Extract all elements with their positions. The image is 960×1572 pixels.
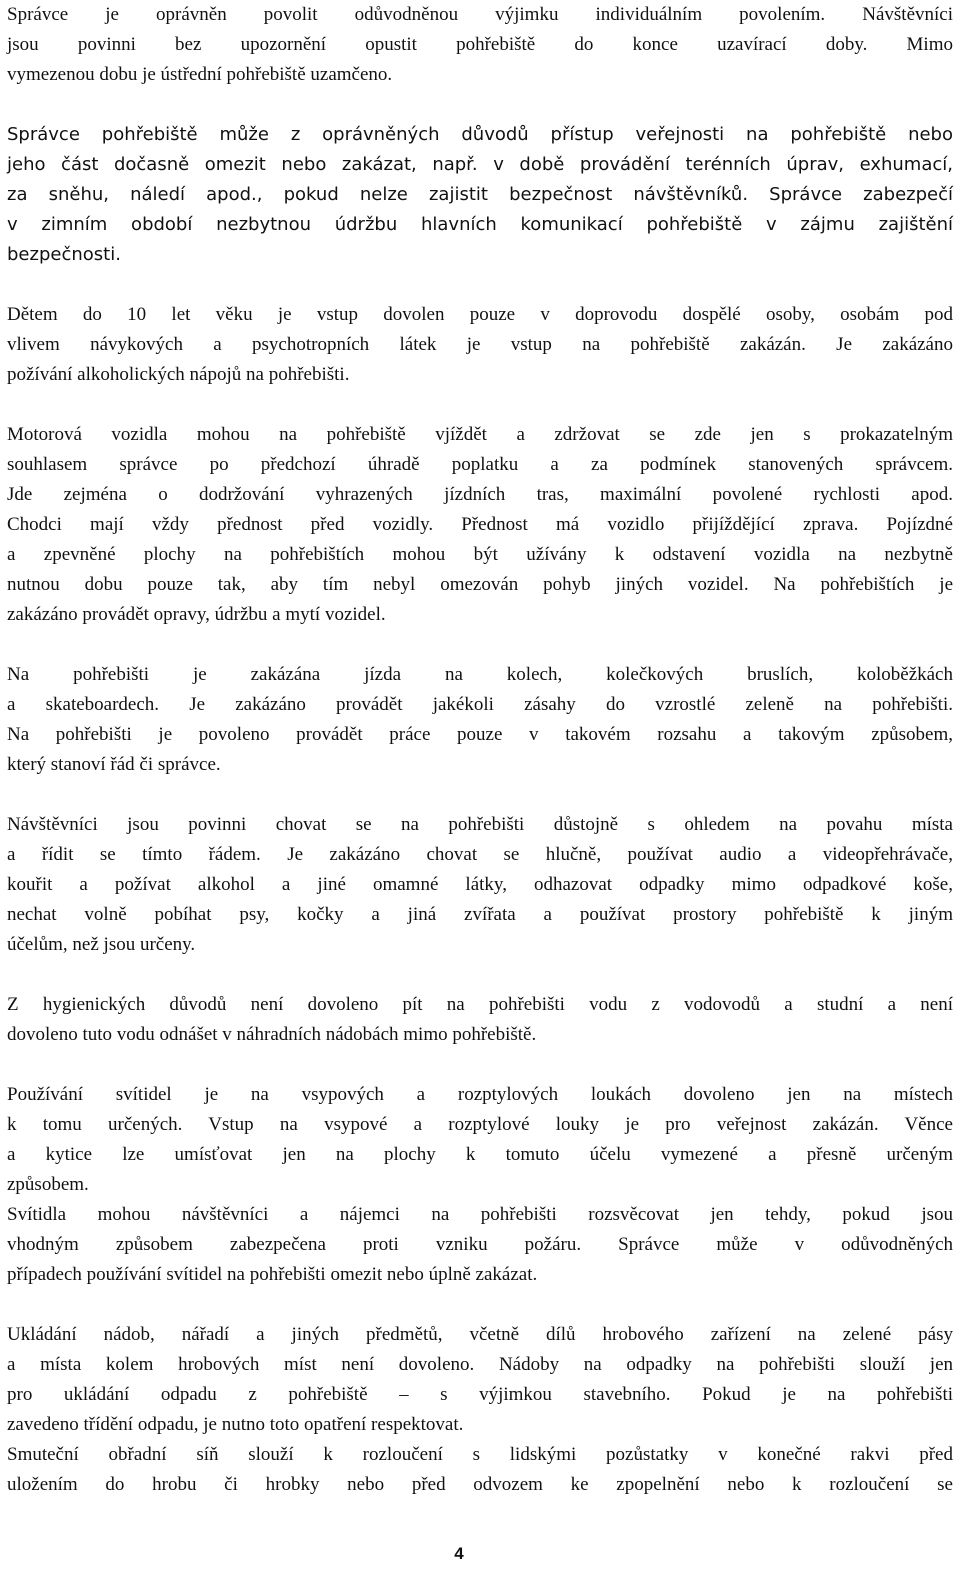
paragraph [7,990,953,1050]
text-run: vhodným způsobem zabezpečena proti vzniku požáru. Správce může v odůvodněných [7,1234,953,1255]
text-run: a skateboardech. Je zakázáno provádět jakékoli zásahy do vzrostlé zeleně na pohřebišti. [7,694,953,715]
text-run: účelům, než jsou určeny. [7,934,196,955]
text-line [7,570,953,600]
text-line [7,1440,953,1470]
paragraph [7,660,953,780]
paragraph-gap [7,1290,953,1320]
text-line [7,1200,953,1230]
text-run: v době provádění terénních úprav, exhumací, [493,154,953,175]
text-line [7,1080,953,1110]
text-run: Z hygienických důvodů není dovoleno pít na pohřebišti vodu z vodovodů a studní a není [7,994,953,1015]
text-line [7,600,953,630]
text-run: kouřit a požívat alkohol a jiné omamné látky, odhazovat odpadky mimo odpadkové koše, [7,874,953,895]
text-run: uložením do hrobu či hrobky nebo před odvozem ke zpopelnění nebo k rozloučení se [7,1474,953,1495]
paragraph [7,120,953,270]
text-run: v zimním období nezbytnou údržbu hlavních komunikací pohřebiště v zájmu zajištění [7,214,953,235]
paragraph [7,420,953,630]
text-run: za sněhu, náledí apod., pokud nelze zajistit bezpečnost návštěvníků. [7,184,770,205]
text-run: pro ukládání odpadu z pohřebiště – s výjimkou stavebního. Pokud je na pohřebišti [7,1384,953,1405]
text-line [7,1350,953,1380]
text-line [7,870,953,900]
text-run: bezpečnosti. [7,244,121,265]
page-number: 4 [454,1544,464,1563]
text-line [7,360,953,390]
text-line [7,1110,953,1140]
text-line [7,1320,953,1350]
text-line [7,0,953,30]
text-run: a zpevněné plochy na pohřebištích mohou být užívány k odstavení vozidla na nezbytně [7,544,953,565]
text-line [7,480,953,510]
text-line [7,240,953,270]
text-line [7,120,953,150]
text-line [7,1380,953,1410]
text-run: jsou povinni bez upozornění opustit pohřebiště do konce uzavírací doby. Mimo [7,34,953,55]
text-run: a řídit se tímto řádem. Je zakázáno chovat se hlučně, používat audio a videopřehrávače, [7,844,953,865]
paragraph-gap [7,780,953,810]
text-line [7,1170,953,1200]
paragraph-gap [7,630,953,660]
paragraph-gap [7,1050,953,1080]
text-run: Správce je oprávněn povolit odůvodněnou výjimku individuálním povolením. Návštěvníci [7,4,953,25]
text-run: Dětem do 10 let věku je vstup dovolen pouze v doprovodu dospělé osoby, osobám pod [7,304,953,325]
text-run: nutnou dobu pouze tak, aby tím nebyl omezován pohyb jiných vozidel. Na pohřebištích je [7,574,953,595]
text-line [7,900,953,930]
text-run: Správce zabezpečí [769,184,953,205]
text-line [7,810,953,840]
text-run: způsobem. [7,1174,89,1195]
text-line [7,1260,953,1290]
text-run: Motorová vozidla mohou na pohřebiště vjíždět a zdržovat se zde jen s prokazatelným [7,424,953,445]
text-line [7,330,953,360]
document-body [7,0,953,1500]
text-run: a místa kolem hrobových míst není dovoleno. Nádoby na odpadky na pohřebišti slouží jen [7,1354,953,1375]
text-line [7,180,953,210]
text-run: Chodci mají vždy přednost před vozidly. Přednost má vozidlo přijíždějící zprava. Pojízdné [7,514,953,535]
text-line [7,990,953,1020]
text-run: Správce pohřebiště může z oprávněných důvodů přístup veřejnosti na pohřebiště nebo [7,124,953,145]
text-run: požívání alkoholických nápojů na pohřebišti. [7,364,350,385]
text-line [7,930,953,960]
text-line [7,720,953,750]
text-line [7,840,953,870]
text-line [7,510,953,540]
text-line [7,1470,953,1500]
paragraph-gap [7,390,953,420]
paragraph-gap [7,90,953,120]
text-run: Používání svítidel je na vsypových a rozptylových loukách dovoleno jen na místech [7,1084,953,1105]
paragraph-list [7,0,953,1500]
text-run: Na pohřebišti je povoleno provádět práce pouze v takovém rozsahu a takovým způsobem, [7,724,953,745]
text-run: případech používání svítidel na pohřebišti omezit nebo úplně zakázat. [7,1264,538,1285]
paragraph [7,810,953,960]
text-run: Svítidla mohou návštěvníci a nájemci na pohřebišti rozsvěcovat jen tehdy, pokud jsou [7,1204,953,1225]
text-run: nechat volně pobíhat psy, kočky a jiná zvířata a používat prostory pohřebiště k jiným [7,904,953,925]
text-line [7,1140,953,1170]
text-line [7,60,953,90]
text-line [7,420,953,450]
text-line [7,540,953,570]
text-run: zakázáno provádět opravy, údržbu a mytí vozidel. [7,604,386,625]
paragraph [7,300,953,390]
text-line [7,750,953,780]
text-line [7,1410,953,1440]
text-run: Jde zejména o dodržování vyhrazených jízdních tras, maximální povolené rychlosti apod. [7,484,953,505]
text-line [7,1020,953,1050]
text-line [7,150,953,180]
text-run: Ukládání nádob, nářadí a jiných předmětů, včetně dílů hrobového zařízení na zelené pásy [7,1324,953,1345]
paragraph [7,0,953,90]
text-run: který stanoví řád či správce. [7,754,221,775]
text-run: a kytice lze umísťovat jen na plochy k tomuto účelu vymezené a přesně určeným [7,1144,953,1165]
paragraph [7,1320,953,1500]
text-line [7,450,953,480]
text-line [7,300,953,330]
text-run: Smuteční obřadní síň slouží k rozloučení s lidskými pozůstatky v konečné rakvi před [7,1444,953,1465]
text-line [7,660,953,690]
text-run: vymezenou dobu je ústřední pohřebiště uzamčeno. [7,64,393,85]
text-run: zavedeno třídění odpadu, je nutno toto opatření respektovat. [7,1414,464,1435]
text-run: souhlasem správce po předchozí úhradě poplatku a za podmínek stanovených správcem. [7,454,953,475]
text-run: Na pohřebišti je zakázána jízda na kolech, kolečkových bruslích, koloběžkách [7,664,953,685]
text-run: dovoleno tuto vodu odnášet v náhradních nádobách mimo pohřebiště. [7,1024,537,1045]
paragraph [7,1080,953,1290]
text-line [7,30,953,60]
text-run: jeho část dočasně omezit nebo zakázat, např. [7,154,494,175]
paragraph-gap [7,270,953,300]
text-run: k tomu určených. Vstup na vsypové a rozptylové louky je pro veřejnost zakázán. Věnce [7,1114,953,1135]
text-line [7,1230,953,1260]
paragraph-gap [7,960,953,990]
text-run: Návštěvníci jsou povinni chovat se na pohřebišti důstojně s ohledem na povahu místa [7,814,953,835]
text-line [7,210,953,240]
text-run: vlivem návykových a psychotropních látek je vstup na pohřebiště zakázán. Je zakázáno [7,334,953,355]
text-line [7,690,953,720]
